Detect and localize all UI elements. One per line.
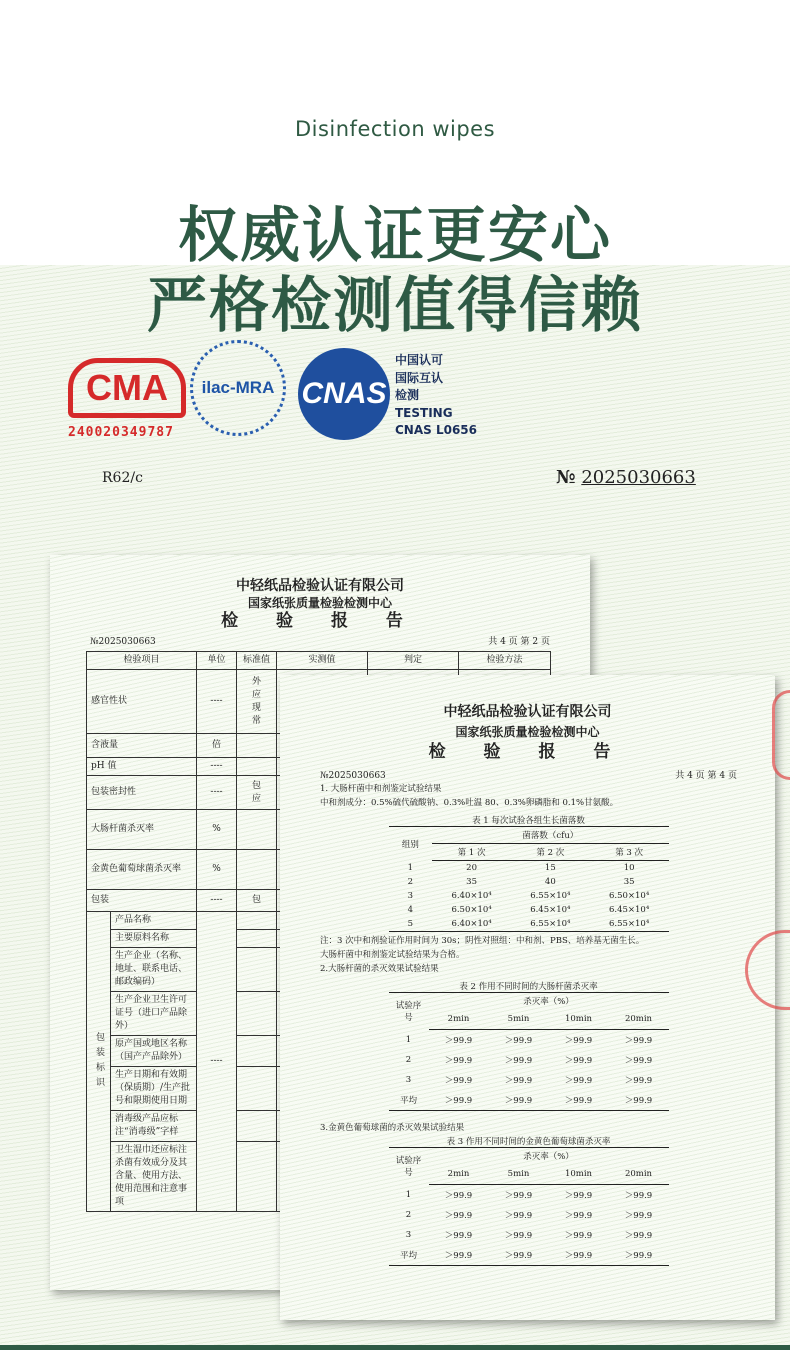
table-cell: 15	[544, 863, 556, 873]
table-cell: ＞99.9	[504, 1191, 533, 1201]
table-cell: 2	[405, 1210, 412, 1220]
table-cell: 6.50×10⁴	[451, 905, 492, 915]
table-cell: 感官性状	[87, 670, 197, 734]
table-cell: 3	[405, 1075, 412, 1085]
table-cell: ＞99.9	[624, 1191, 653, 1201]
table-cell: ＞99.9	[624, 1076, 653, 1086]
section2-title: 2.大肠杆菌的杀灭效果试验结果	[320, 964, 439, 974]
table-cell: ----	[197, 758, 237, 776]
table-cell: 第 1 次	[432, 844, 511, 861]
table-row	[389, 917, 669, 932]
headline-line1: 权威认证更安心	[178, 201, 612, 271]
table-cell: ＞99.9	[564, 1211, 593, 1221]
table-cell: 3	[405, 1230, 412, 1240]
table1-caption: 表 1 每次试验各组生长菌落数	[472, 816, 585, 826]
table-cell: ----	[197, 776, 237, 810]
table-cell: 金黄色葡萄球菌杀灭率	[87, 850, 197, 890]
table-cell: 包装	[87, 890, 197, 912]
table-cell	[237, 850, 277, 890]
table-header-row	[389, 1009, 669, 1030]
table-cell: 实测值	[277, 652, 368, 670]
table-cell: 2min	[429, 1009, 489, 1030]
table-row	[389, 1050, 669, 1070]
report-company: 中轻纸品检验认证有限公司	[443, 704, 612, 720]
neutralizer-text: 中和剂成分：0.5%硫代硫酸钠、0.3%吐温 80、0.3%卵磷脂和 0.1%甘氨酸。	[320, 798, 619, 808]
rate-header: 杀灭率（%）	[429, 1148, 669, 1165]
table-cell: ＞99.9	[429, 1245, 489, 1266]
table-cell: 检验项目	[87, 652, 197, 670]
seq-header: 试验序号	[389, 1148, 429, 1185]
number-value: 2025030663	[581, 467, 696, 488]
table-row	[389, 1185, 669, 1206]
table2-caption: 表 2 作用不同时间的大肠杆菌杀灭率	[459, 982, 598, 992]
table-cell: ＞99.9	[429, 1090, 489, 1111]
table-cell: ＞99.9	[609, 1090, 669, 1111]
red-seal	[772, 690, 790, 780]
table-cell: ＞99.9	[489, 1245, 549, 1266]
table-cell: ＞99.9	[504, 1211, 533, 1221]
table-cell: 10min	[549, 1164, 609, 1185]
group-header: 组别	[389, 827, 433, 861]
table-row	[389, 889, 669, 903]
table-cell: 单位	[197, 652, 237, 670]
table-row	[389, 1090, 669, 1111]
table-row	[389, 1245, 669, 1266]
table-cell: %	[197, 810, 237, 850]
section1-title: 1. 大肠杆菌中和剂鉴定试验结果	[320, 784, 442, 794]
table-cell: pH 值	[87, 758, 197, 776]
table-row	[389, 875, 669, 889]
table-cell: 大肠杆菌杀灭率	[87, 810, 197, 850]
table-cell: ＞99.9	[564, 1076, 593, 1086]
report-number: №2025030663	[90, 637, 156, 647]
table-cell: 20min	[609, 1164, 669, 1185]
report-title: 检 验 报 告	[428, 742, 627, 762]
table-cell: 卫生湿巾还应标注杀菌有效成分及其含量、使用方法、使用范围和注意事项	[111, 1142, 197, 1212]
table-cell: ＞99.9	[504, 1036, 533, 1046]
table-cell: 检验方法	[459, 652, 551, 670]
table-cell: 35	[623, 877, 635, 887]
table-cell: ----	[197, 670, 237, 734]
table3-caption: 表 3 作用不同时间的金黄色葡萄球菌杀灭率	[446, 1137, 611, 1147]
table-cell: 20	[466, 863, 477, 873]
cnas-text: CNAS	[301, 377, 387, 410]
seq-header: 试验序号	[389, 993, 429, 1030]
table-header-row	[389, 1148, 669, 1165]
table-cell: ＞99.9	[444, 1231, 473, 1241]
table-cell	[237, 734, 277, 758]
table-cell: ＞99.9	[504, 1076, 533, 1086]
table-cell: 包装标识	[87, 912, 111, 1212]
table-cell: ＞99.9	[564, 1191, 593, 1201]
number-prefix: №	[556, 467, 576, 488]
note2: 大肠杆菌中和剂鉴定试验结果为合格。	[320, 950, 465, 960]
table-cell: ＞99.9	[444, 1191, 473, 1201]
table-cell	[237, 810, 277, 850]
table-cell: 产品名称	[111, 912, 197, 930]
table-cell: 6.50×10⁴	[608, 891, 650, 901]
table-header-row	[389, 1164, 669, 1185]
table-cell: 6.55×10⁴	[530, 891, 571, 901]
table1	[389, 826, 669, 932]
ilac-mra-logo	[190, 340, 286, 436]
cnas-line: CNAS L0656	[395, 423, 478, 437]
report-title: 检 验 报 告	[221, 611, 419, 631]
page-indicator: 共 4 页 第 4 页	[675, 771, 737, 781]
table-cell: ----	[197, 890, 237, 912]
cnas-logo	[298, 348, 390, 440]
cnas-line: 国际互认	[395, 370, 444, 385]
table-cell: ＞99.9	[549, 1090, 609, 1111]
table-row	[389, 861, 669, 876]
cfu-header: 菌落数（cfu）	[432, 827, 668, 844]
ilac-text: ilac-MRA	[201, 378, 275, 397]
table-cell: 消毒级产品应标注“消毒级”字样	[111, 1111, 197, 1142]
table-cell: ＞99.9	[549, 1245, 609, 1266]
table-cell: 6.55×10⁴	[590, 917, 669, 932]
table-cell: 包 应	[237, 776, 277, 810]
table-cell: 倍	[197, 734, 237, 758]
table-cell: 平均	[389, 1090, 429, 1111]
rate-header: 杀灭率（%）	[429, 993, 669, 1010]
table-cell: 20min	[609, 1009, 669, 1030]
table-cell: 第 2 次	[511, 844, 590, 861]
report-page-4	[280, 675, 775, 1320]
page-indicator: 共 4 页 第 2 页	[488, 637, 550, 647]
cnas-text-block	[395, 352, 477, 440]
table-cell: 5min	[489, 1009, 549, 1030]
table-cell: ＞99.9	[624, 1056, 653, 1066]
table-cell: 5min	[489, 1164, 549, 1185]
table-cell: 2min	[429, 1164, 489, 1185]
subtitle: Disinfection wipes	[294, 117, 496, 141]
table-cell: 第 3 次	[590, 844, 669, 861]
bottom-bar	[0, 1345, 790, 1350]
table-cell: 生产企业（名称、地址、联系电话、邮政编码）	[111, 948, 197, 992]
table-cell: 6.55×10⁴	[511, 917, 590, 932]
table-cell: 2	[407, 877, 414, 887]
table-cell: 10min	[549, 1009, 609, 1030]
report-center: 国家纸张质量检验检测中心	[455, 725, 600, 739]
table-cell: 35	[466, 877, 477, 887]
table-cell: ＞99.9	[444, 1076, 473, 1086]
table-cell: 包装密封性	[87, 776, 197, 810]
table-cell: ＞99.9	[504, 1056, 533, 1066]
table-cell: 外 应 现 常	[237, 670, 277, 734]
table-cell: ＞99.9	[564, 1231, 593, 1241]
section3-title: 3.金黄色葡萄球菌的杀灭效果试验结果	[320, 1123, 465, 1133]
cma-number: 240020349787	[68, 425, 174, 440]
table-cell: 2	[405, 1055, 412, 1065]
table-cell: ＞99.9	[624, 1036, 653, 1046]
table-cell: 原产国或地区名称（国产产品除外）	[111, 1036, 197, 1067]
certificate-code: R62/c	[102, 470, 143, 486]
table3	[389, 1147, 669, 1266]
table-cell: ＞99.9	[444, 1056, 473, 1066]
table-cell: ＞99.9	[444, 1036, 473, 1046]
table-cell: ＞99.9	[444, 1211, 473, 1221]
table-cell: 生产日期和有效期（保质期）/生产批号和限期使用日期	[111, 1067, 197, 1111]
table-row	[389, 1205, 669, 1225]
cnas-line: 中国认可	[395, 353, 444, 367]
table-cell: 3	[407, 891, 414, 901]
table-cell: 5	[389, 917, 433, 932]
table-cell: ＞99.9	[489, 1090, 549, 1111]
headline-line2: 严格检测值得信赖	[147, 271, 643, 341]
table-cell: 主要原料名称	[111, 930, 197, 948]
table-cell: 平均	[389, 1245, 429, 1266]
table-row	[389, 903, 669, 917]
table-row	[389, 1030, 669, 1051]
table-cell: 包	[237, 890, 277, 912]
table-cell: ＞99.9	[504, 1231, 533, 1241]
table-cell: ----	[197, 912, 237, 1212]
table2	[389, 992, 669, 1111]
table-row	[389, 1225, 669, 1245]
table-header-row	[87, 652, 551, 670]
cma-logo: CMA	[68, 358, 186, 418]
table-cell: ＞99.9	[624, 1231, 653, 1241]
table-cell: 判定	[368, 652, 459, 670]
table-cell: 6.45×10⁴	[530, 905, 571, 915]
table-cell: 6.45×10⁴	[608, 905, 650, 915]
table-cell: %	[197, 850, 237, 890]
cnas-line: 检测	[395, 388, 420, 402]
table-cell: 1	[407, 862, 414, 873]
table-cell: 40	[544, 877, 556, 887]
table-cell: ＞99.9	[609, 1245, 669, 1266]
table-cell: 含液量	[87, 734, 197, 758]
cnas-line: TESTING	[395, 405, 453, 420]
table-cell: 1	[405, 1034, 412, 1045]
table-cell: ＞99.9	[564, 1036, 593, 1046]
table-cell: 生产企业卫生许可证号（进口产品除外）	[111, 992, 197, 1036]
table-cell: 1	[405, 1189, 412, 1200]
table-cell: 6.40×10⁴	[432, 917, 511, 932]
table-cell: 6.40×10⁴	[451, 891, 492, 901]
table-cell: 标准值	[237, 652, 277, 670]
table-cell: 10	[623, 863, 635, 873]
table-header-row	[389, 993, 669, 1010]
report-number: №2025030663	[320, 771, 386, 781]
table-cell	[237, 758, 277, 776]
report-company: 中轻纸品检验认证有限公司	[236, 578, 404, 594]
table-row	[389, 1070, 669, 1090]
note1: 注：3 次中和剂验证作用时间为 30s；阴性对照组：中和剂、PBS、培养基无菌生长。	[320, 936, 645, 946]
table-cell: ＞99.9	[564, 1056, 593, 1066]
table-cell: ＞99.9	[624, 1211, 653, 1221]
certificate-number	[556, 467, 696, 488]
report-center: 国家纸张质量检验检测中心	[247, 596, 392, 610]
table-cell: 4	[407, 905, 414, 915]
